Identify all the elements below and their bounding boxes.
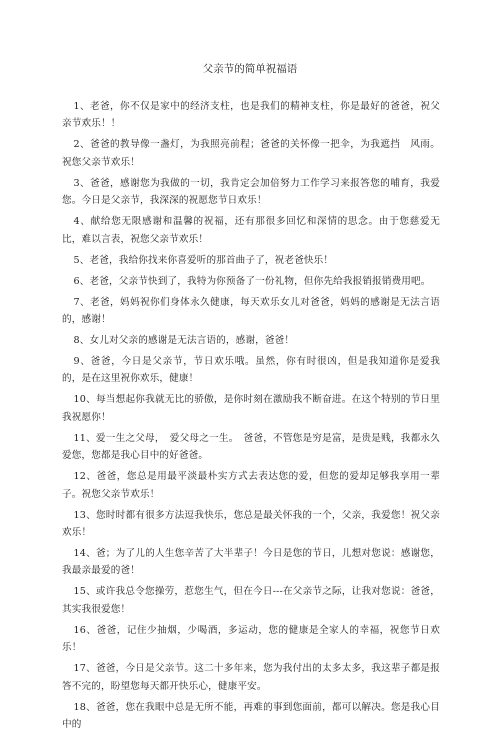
paragraph: 8、女儿对父亲的感谢是无法言语的，感谢，爸爸！ xyxy=(73,335,295,347)
paragraph: 17、爸爸，今日是父亲节。这二十多年来，您为我付出的太多太多，我这辈子都是报答不完的，盼望您每天都开快乐心，健康平安。 xyxy=(62,663,440,692)
paragraph: 5、老爸，我给你找来你喜爱听的那首曲子了，祝老爸快乐！ xyxy=(73,254,334,266)
paragraph: 13、您时时都有很多方法逗我快乐，您总是最关怀我的一个，父亲，我爱您！祝父亲欢乐！ xyxy=(62,509,440,539)
paragraph: 1、老爸，你不仅是家中的经济支柱，也是我们的精神支柱，你是最好的爸爸，祝父亲节欢乐！！ xyxy=(62,101,440,130)
paragraph: 11、爱一生之父母， 爱父母之一生。 爸爸，不管您是穷是富，是贵是贱，我都永久爱您，您都是我心目中的好爸爸。 xyxy=(62,432,440,462)
paragraph: 16、爸爸，记住少抽烟，少喝酒，多运动，您的健康是全家人的幸福，祝您节日欢乐！ xyxy=(62,624,440,654)
paragraph: 6、老爸，父亲节快到了，我特为你预备了一份礼物，但你先给我报销报销费用吧。 xyxy=(73,275,431,287)
paragraph: 12、爸爸，您总是用最平淡最朴实方式去表达您的爱，但您的爱却足够我享用一辈子。祝您父亲节欢乐！ xyxy=(62,471,440,500)
paragraph: 4、献给您无限感谢和温馨的祝福，还有那很多回忆和深情的思念。由于您慈爱无比，难以言表，祝您父亲节欢乐！ xyxy=(62,216,440,245)
paragraph: 10、每当想起你我就无比的骄傲，是你时刻在激励我不断奋进。在这个特别的节日里我祝愿你！ xyxy=(62,394,440,423)
document-title: 父亲节的简单祝福语 xyxy=(202,63,298,75)
paragraph: 2、爸爸的教导像一盏灯，为我照亮前程；爸爸的关怀像一把伞，为我遮挡 风雨。祝您父亲节欢乐！ xyxy=(62,139,440,168)
paragraph-list xyxy=(62,98,440,737)
paragraph: 3、爸爸，感谢您为我做的一切，我肯定会加倍努力工作学习来报答您的哺育，我爱您。今日是父亲节，我深深的祝愿您节日欢乐！ xyxy=(62,177,440,207)
paragraph: 15、或许我总令您操劳，惹您生气，但在今日---在父亲节之际，让我对您说：爸爸，其实我很爱您！ xyxy=(62,586,440,615)
paragraph: 7、老爸，妈妈祝你们身体永久健康，每天欢乐女儿对爸爸，妈妈的感谢是无法言语的，感谢！ xyxy=(62,296,440,326)
paragraph: 14、爸；为了儿的人生您辛苦了大半辈子！今日是您的节日，儿想对您说：感谢您，我最亲最爱的爸！ xyxy=(62,548,440,577)
paragraph: 9、爸爸，今日是父亲节，节日欢乐哦。虽然，你有时很凶，但是我知道你是爱我的，是在这里祝你欢乐，健康！ xyxy=(62,356,440,385)
paragraph: 18、爸爸，您在我眼中总是无所不能，再难的事到您面前，都可以解决。您是我心目中的 xyxy=(62,701,440,731)
